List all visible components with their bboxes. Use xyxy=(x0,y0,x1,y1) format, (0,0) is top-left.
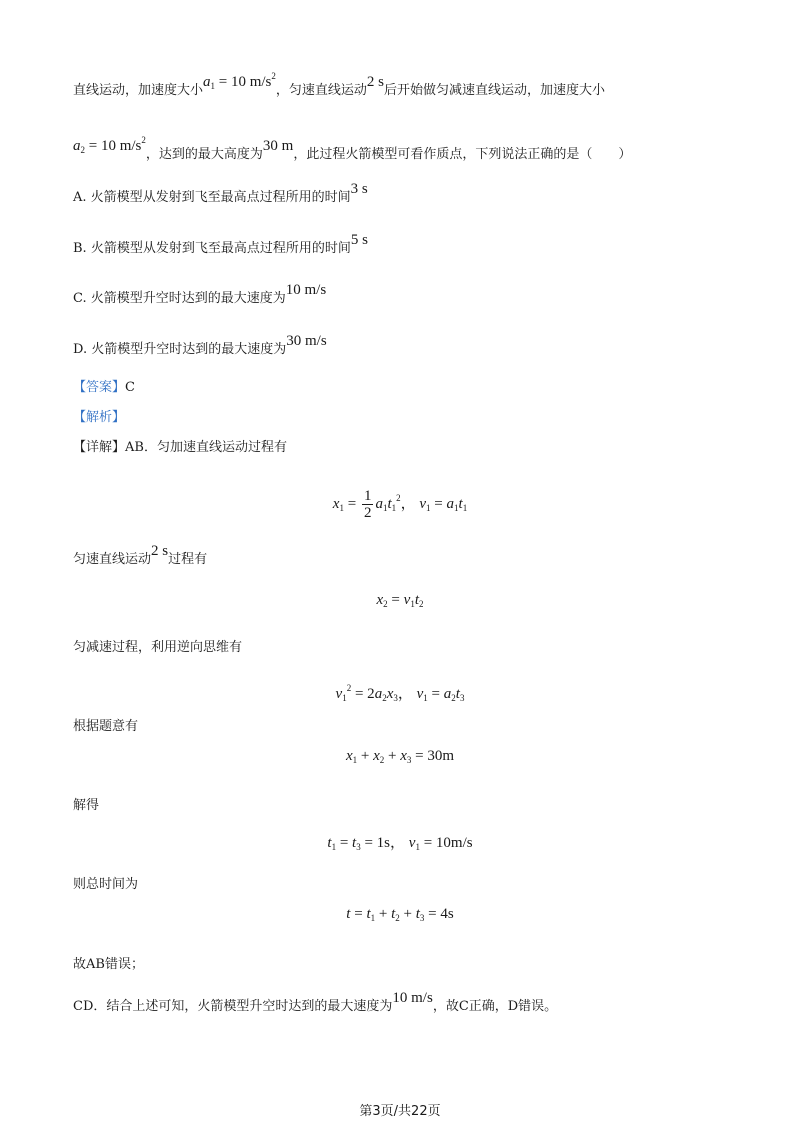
step-ab-wrong: 故AB错误； xyxy=(73,957,144,972)
step-cd-conclusion: CD．结合上述可知，火箭模型升空时达到的最大速度为10 m/s，故C正确，D错误。 xyxy=(73,990,558,1014)
answer-line xyxy=(73,378,135,398)
option-b-value: 5 s xyxy=(350,232,368,248)
option-d: D. 火箭模型升空时达到的最大速度为30 m/s xyxy=(73,333,327,357)
step-uniform: 匀速直线运动2 s过程有 xyxy=(73,543,208,567)
equation-5: $t_1 = t_3 = 1s$， $v_1 = 10m/s$ xyxy=(327,835,473,852)
detail-line: 【详解】AB．匀加速直线运动过程有 xyxy=(73,440,287,455)
accel-1-formula: $a_1 = 10$ $m/s^2$ xyxy=(203,71,276,91)
page-number: 第3页/共22页 xyxy=(359,1104,441,1119)
equation-6: $t = t_1 + t_2 + t_3 = 4s$ xyxy=(346,906,454,923)
step-decel: 匀减速过程，利用逆向思维有 xyxy=(73,640,243,655)
question-text: ，达到的最大高度为 xyxy=(145,147,263,162)
option-a-value: 3 s xyxy=(350,181,368,197)
question-text: ，此过程火箭模型可看作质点，下列说法正确的是（ ） xyxy=(293,147,632,162)
question-text: 后开始做匀减速直线运动，加速度大小 xyxy=(384,83,606,98)
option-b: B. 火箭模型从发射到飞至最高点过程所用的时间5 s xyxy=(73,232,368,256)
duration-value: 2 s xyxy=(366,74,385,90)
question-text: 直线运动，加速度大小 xyxy=(73,83,204,98)
step-condition: 根据题意有 xyxy=(73,719,139,734)
answer-value: C xyxy=(125,380,135,395)
option-d-value: 30 m/s xyxy=(286,333,327,349)
height-value: 30 m xyxy=(262,138,294,154)
equation-4: $x_1 + x_2 + x_3 = 30m$ xyxy=(345,748,455,765)
option-c: C. 火箭模型升空时达到的最大速度为10 m/s xyxy=(73,282,327,306)
option-c-value: 10 m/s xyxy=(285,282,327,298)
accel-2-formula: $a_2 = 10$ $m/s^2$ xyxy=(73,135,146,155)
question-text: ，匀速直线运动 xyxy=(275,83,367,98)
answer-label: 【答案】 xyxy=(73,380,126,395)
option-a: A. 火箭模型从发射到飞至最高点过程所用的时间3 s xyxy=(73,181,368,205)
analysis-label: 【解析】 xyxy=(73,410,126,425)
step-solve: 解得 xyxy=(73,798,100,813)
fraction-half: $\frac{1}{2}$ xyxy=(363,488,372,522)
question-line-1 xyxy=(73,71,606,104)
step-total-time: 则总时间为 xyxy=(73,877,139,892)
max-speed-value: 10 m/s xyxy=(392,990,433,1006)
equation-3: $v_1^2 = 2a_2x_3$， $v_1 = a_2t_3$ xyxy=(335,683,465,703)
equation-1: $x_1$ = $\frac{1}{2}$ $a_1t_1^2$， $v_1 = a_1t_1$ xyxy=(332,488,468,522)
equation-2: $x_2 = v_1t_2$ xyxy=(376,592,424,609)
question-line-2 xyxy=(73,135,632,168)
